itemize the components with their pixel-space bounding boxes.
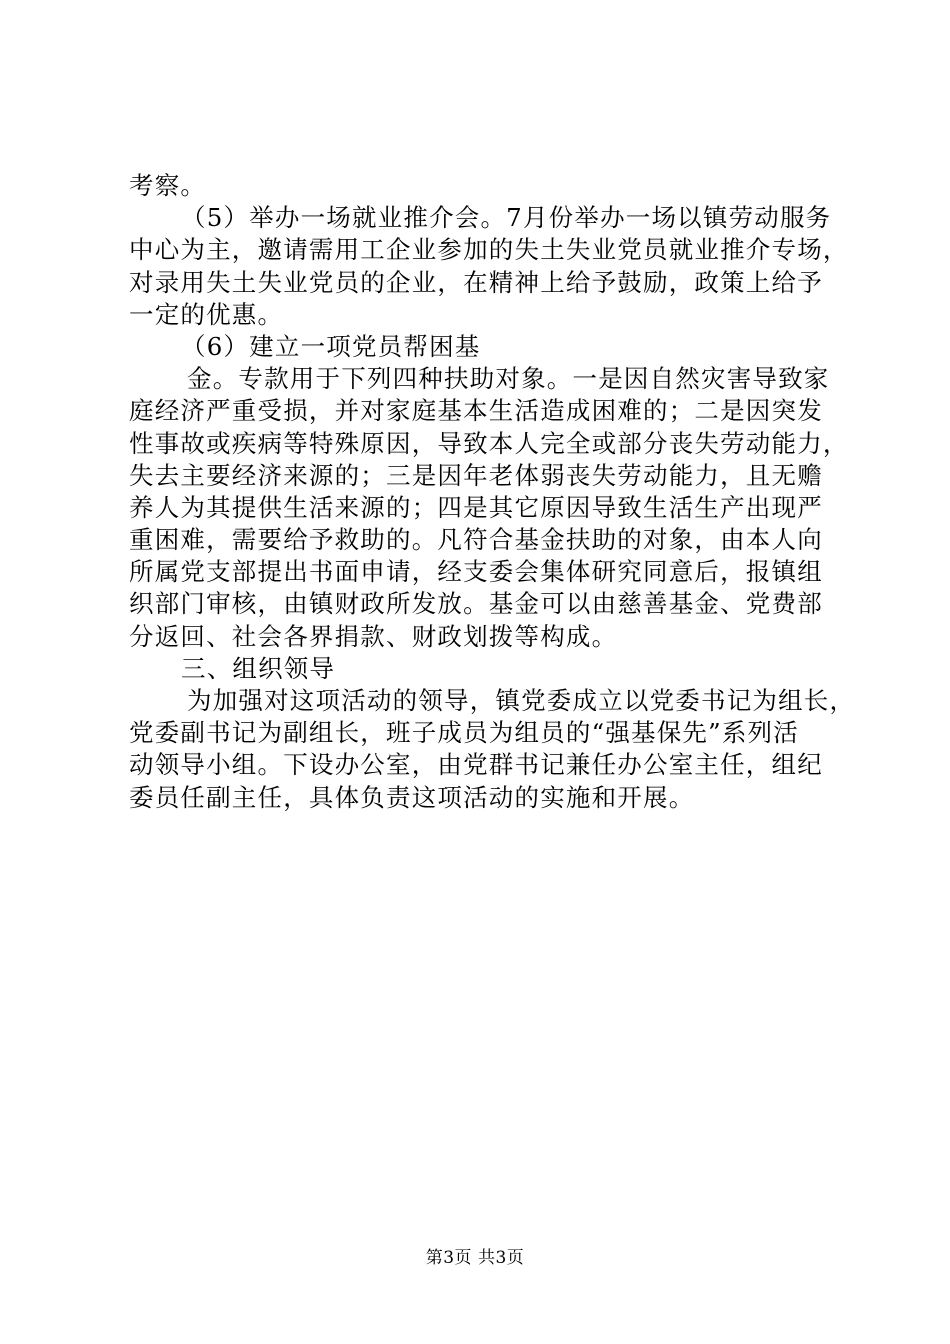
document-body [129, 170, 856, 814]
text-line: 养人为其提供生活来源的；四是其它原因导致生活生产出现严 [129, 492, 823, 522]
text-line: （6）建立一项党员帮困基 [181, 331, 481, 361]
text-line: 考察。 [129, 171, 207, 200]
text-line: （5）举办一场就业推介会。7月份举办一场以镇劳动服务 [181, 203, 832, 233]
text-line: 庭经济严重受损，并对家庭基本生活造成困难的；二是因突发 [129, 396, 823, 426]
text-line: 对录用失土失业党员的企业，在精神上给予鼓励，政策上给予 [129, 267, 823, 297]
text-line: 为加强对这项活动的领导，镇党委成立以党委书记为组长， [187, 686, 856, 715]
text-line: 分返回、社会各界捐款、财政划拨等构成。 [129, 621, 618, 651]
text-line: 织部门审核，由镇财政所发放。基金可以由慈善基金、党费部 [129, 589, 823, 619]
text-line: 一定的优惠。 [129, 299, 284, 329]
text-line: 动领导小组。下设办公室，由党群书记兼任办公室主任，组纪 [129, 750, 823, 780]
text-line: 金。专款用于下列四种扶助对象。一是因自然灾害导致家 [187, 364, 830, 394]
text-line: 失去主要经济来源的；三是因年老体弱丧失劳动能力，且无赡 [129, 460, 823, 490]
text-line: 所属党支部提出书面申请，经支委会集体研究同意后，报镇组 [129, 557, 823, 587]
page-footer: 第3页 共3页 [425, 1248, 525, 1268]
text-line: 重困难，需要给予救助的。凡符合基金扶助的对象，由本人向 [129, 525, 823, 555]
text-line: 党委副书记为副组长，班子成员为组员的“强基保先”系列活 [129, 718, 799, 748]
section-heading: 三、组织领导 [181, 653, 336, 683]
text-line: 委员任副主任，具体负责这项活动的实施和开展。 [129, 782, 695, 812]
text-line: 中心为主，邀请需用工企业参加的失土失业党员就业推介专场， [129, 235, 849, 265]
text-line: 性事故或疾病等特殊原因，导致本人完全或部分丧失劳动能力， [129, 428, 849, 458]
